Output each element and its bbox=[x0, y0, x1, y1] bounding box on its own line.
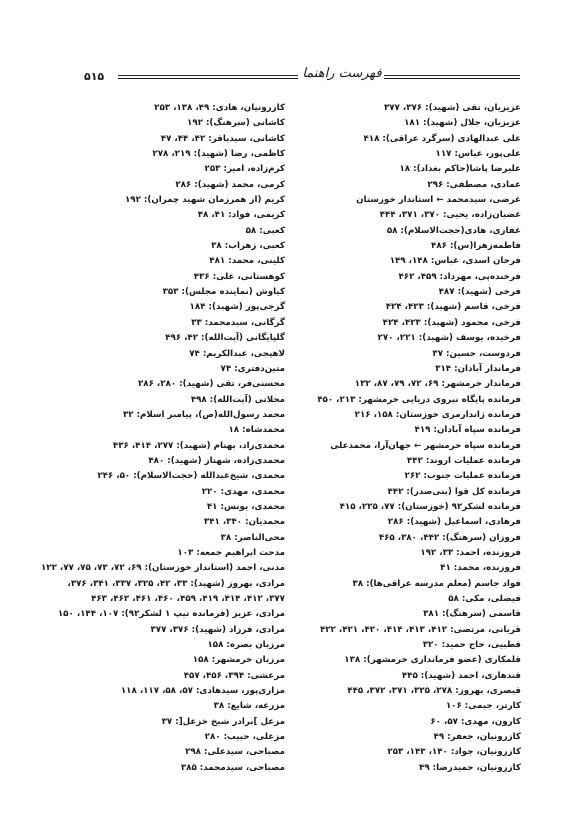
index-entry: محمدی، یونس: ۴۱ bbox=[206, 501, 285, 512]
index-entry: مرعشی: ۳۹۴، ۴۵۶، ۴۵۷ bbox=[183, 670, 285, 681]
index-entry: فاطمه‌زهرا(س): ۴۸۶ bbox=[431, 241, 521, 252]
index-entry: قطبیی، حاج حمید: ۳۲۰ bbox=[422, 640, 521, 651]
index-entry: فرمانده سپاه خرمشهر ← جهان‌آرا، محمدعلی bbox=[330, 440, 521, 451]
index-entry: فرمانده کل قوا (بنی‌صدر): ۴۴۲ bbox=[387, 486, 521, 497]
index-entry: محمدی، مهدی: ۲۲۰ bbox=[201, 486, 285, 497]
index-entry: محسنی‌فر، تقی (شهید): ۲۸۰، ۲۸۶ bbox=[137, 379, 285, 390]
index-entry: عزیزیان، جلال (شهید): ۱۸۱ bbox=[404, 118, 521, 129]
index-entry: فواد جاسم (معلم مدرسه عراقی‌ها): ۳۸ bbox=[352, 578, 521, 589]
index-entry: مزاری‌پور، سیدهادی: ۵۷، ۵۸، ۱۱۷، ۱۱۸ bbox=[120, 686, 285, 697]
index-entry: کازرونیان، جعفر: ۴۹ bbox=[433, 732, 521, 743]
index-entry: محمدشاه: ۱۸ bbox=[228, 425, 285, 436]
index-entry: کیاوش (نماینده مجلس): ۳۵۳ bbox=[162, 287, 285, 298]
index-entry: کاظمی، رضا (شهید): ۲۱۹، ۲۷۸ bbox=[152, 149, 285, 160]
index-entry: فرهادی، اسماعیل (شهید): ۲۸۶ bbox=[387, 517, 521, 528]
page-header bbox=[84, 64, 520, 90]
index-entry: کاشانی، سیدباقر: ۴۲، ۴۴، ۴۷ bbox=[160, 133, 285, 144]
index-entry: کعبی: ۵۸ bbox=[245, 225, 285, 236]
index-entry: فرحان اسدی، عباس: ۱۴۸، ۱۴۹ bbox=[389, 256, 521, 267]
index-entry: محمدیان: ۳۴۰، ۳۴۱ bbox=[203, 517, 285, 528]
index-entry: فیصلی، مکی: ۵۸ bbox=[448, 594, 521, 604]
index-entry: کازرونیان، جواد: ۱۴۰، ۱۴۳، ۲۵۳ bbox=[387, 747, 521, 758]
index-entry: کریمی، فواد: ۴۱، ۴۸ bbox=[197, 210, 285, 221]
index-entry: فرمانده سپاه آبادان: ۴۱۹ bbox=[414, 425, 521, 436]
running-title: فهرست راهنما bbox=[302, 66, 382, 81]
index-entry: مدحت ابراهیم جمعه: ۱۰۳ bbox=[177, 547, 285, 558]
page-number: ۵۱۵ bbox=[84, 70, 105, 83]
index-entry: کرم‌زاده، امیر: ۲۵۳ bbox=[204, 164, 285, 175]
index-entry: محمدی‌زاده، شهناز (شهید): ۴۸۰ bbox=[148, 455, 285, 466]
index-entry: فرمانده ژاندارمری خوزستان: ۱۵۸، ۲۱۶ bbox=[354, 409, 521, 420]
index-entry: غفاری، هادی(حجت‌الاسلام): ۵۸ bbox=[386, 225, 521, 236]
index-entry: محی‌الناصر: ۳۸ bbox=[220, 532, 285, 543]
index-entry: محمدی‌زاد، بهنام (شهید): ۲۷۷، ۴۱۴، ۴۳۶ bbox=[112, 440, 285, 451]
index-entry: گلپایگانی (آیت‌الله): ۴۲، ۴۹۶ bbox=[165, 333, 285, 344]
index-entry: محمد رسول‌الله(ص)، پیامبر اسلام: ۳۲ bbox=[122, 409, 285, 420]
index-entry: قاسمی (سرهنگ): ۳۸۱ bbox=[423, 609, 521, 620]
index-entry: فروزان (سرهنگ): ۴۴۲، ۳۸۰، ۴۶۵ bbox=[378, 532, 521, 543]
index-entry: فردوست، حسین: ۳۷ bbox=[432, 348, 521, 359]
index-column-left bbox=[40, 101, 285, 776]
index-entry: مدنی، احمد (استاندار خوزستان): ۶۹، ۷۲، ۷۳، ۷۵، ۷۷، ۱۲۲ bbox=[40, 563, 285, 574]
index-entry: علیرضا پاشا(حاکم بغداد): ۱۸ bbox=[399, 164, 521, 175]
index-entry: کرمی، محمد (شهید): ۲۸۶ bbox=[175, 179, 285, 190]
index-entry: مصباحی، سیدمحمد: ۳۸۵ bbox=[180, 762, 285, 773]
index-entry: غضبان‌زاده، یحیی: ۳۷۰، ۳۷۱، ۴۴۴ bbox=[379, 210, 521, 221]
index-entry: فروزنده، احمد: ۳۳، ۱۹۲ bbox=[420, 547, 521, 558]
index-column-right bbox=[283, 101, 521, 776]
index-entry: کازرونیان، هادی: ۴۹، ۱۳۸، ۲۵۳ bbox=[154, 103, 285, 113]
index-entry: فرخی، محمود (شهید): ۴۲۳، ۴۲۴ bbox=[382, 317, 521, 328]
index-entry: فرخی (شهید): ۴۸۷ bbox=[438, 287, 521, 298]
index-entry: مرادی، عزیز (فرمانده تیپ ۱ لشکر۹۲): ۱۰۷، ۱۴۴، ۱۵۰ bbox=[57, 609, 285, 620]
index-entry: مزرعه، شایع: ۳۸ bbox=[213, 701, 285, 712]
index-entry: گرجی‌پور (شهید): ۱۸۴ bbox=[189, 302, 285, 313]
index-entry: مرادی، بهروز (شهید): ۳۳، ۴۲، ۳۲۵، ۳۳۷، ۳۴۱، ۳۷۶، bbox=[67, 578, 285, 589]
index-entry: کعبی، زهراب: ۳۸ bbox=[211, 241, 285, 252]
index-entry: قربانی، مرتضی: ۴۱۲، ۴۱۳، ۴۱۴، ۴۲۰، ۴۲۱، ۴۲۲ bbox=[319, 624, 521, 635]
index-entry: فرمانده عملیات اروند: ۴۴۲ bbox=[406, 455, 521, 466]
index-entry: مرزبان خرمشهر: ۱۵۸ bbox=[192, 655, 285, 666]
index-entry: کریم (از همرزمان شهید چمران): ۱۹۲ bbox=[124, 195, 285, 206]
index-entry: لاهیجی، عبدالکریم: ۷۴ bbox=[189, 348, 285, 359]
header-rule-right bbox=[384, 75, 520, 79]
index-entry: مصباحی، سیدعلی: ۲۹۸ bbox=[185, 747, 285, 758]
index-entry: کازرونیان، حمیدرضا: ۴۹ bbox=[419, 762, 521, 773]
index-entry: فرمانده پایگاه نیروی دریایی خرمشهر: ۲۱۳، ۴۵۰ bbox=[317, 394, 521, 405]
index-entry: کوهستانی، علی: ۴۳۶ bbox=[193, 271, 285, 282]
index-entry: ۳۷۷، ۴۱۲، ۴۱۴، ۴۱۹، ۴۵۹، ۴۶۰، ۴۶۱، ۴۶۲، ۴۶۳ bbox=[91, 594, 285, 604]
index-entry: عزیزیان، تقی (شهید): ۳۷۶، ۳۷۷ bbox=[383, 103, 521, 113]
index-entry: مرزبان بصره: ۱۵۸ bbox=[207, 640, 285, 651]
index-entry: گرگانی، سیدمحمد: ۳۳ bbox=[191, 317, 285, 328]
index-entry: فرمانده لشکر۹۲ (خوزستان): ۷۷، ۲۲۵، ۴۱۵ bbox=[339, 501, 521, 512]
index-entry: فرماندار خرمشهر: ۶۹، ۷۲، ۷۹، ۸۷، ۱۳۲ bbox=[354, 379, 521, 390]
index-entry: کارون، مهدی: ۵۷، ۶۰ bbox=[430, 716, 521, 727]
index-entry: کارتر، جیمی: ۱۰۶ bbox=[445, 701, 521, 712]
index-entry: فروزنده، محمد: ۴۱ bbox=[440, 563, 521, 574]
index-entry: قیصری، بهروز: ۲۷۸، ۳۲۵، ۳۷۱، ۳۷۲، ۴۴۵ bbox=[347, 686, 521, 697]
index-entry: قلمکاری (عضو فرمانداری خرمشهر): ۱۳۸ bbox=[344, 655, 521, 666]
index-entry: قندهاری، احمد (شهید): ۴۴۵ bbox=[401, 670, 521, 681]
header-rule-left bbox=[118, 75, 298, 79]
index-entry: فرخنده‌پی، مهرداد: ۴۵۹، ۴۶۲ bbox=[398, 271, 521, 282]
index-entry: علی عبدالهادی (سرگرد عراقی): ۴۱۸ bbox=[363, 133, 521, 144]
index-entry: محلاتی (آیت‌الله): ۴۹۸ bbox=[190, 394, 285, 405]
index-entry: کاشانی (سرهنگ): ۱۹۲ bbox=[187, 118, 285, 129]
index-entry: مزعلی، حبیب: ۲۸۰ bbox=[204, 732, 285, 743]
index-entry: فرخیده، یوسف (شهید): ۲۲۱، ۲۷۰ bbox=[377, 333, 521, 344]
index-entry: فرمانده عملیات جنوب: ۲۶۲ bbox=[404, 471, 521, 482]
index-entry: محمدی، شیخ‌عبدالله (حجت‌الاسلام): ۵۰، ۲۴۶ bbox=[97, 471, 285, 482]
index-entry: کلینی، محمد: ۴۸۱ bbox=[209, 256, 285, 267]
index-entry: مزعل ]برادر شیخ خزعل[: ۳۷ bbox=[161, 716, 285, 727]
index-entry: عمادی، مصطفی: ۲۹۶ bbox=[427, 179, 521, 190]
index-entry: مرادی، فرزاد (شهید): ۳۷۶، ۳۷۷ bbox=[150, 624, 285, 635]
index-entry: فرخی، قاسم (شهید): ۴۲۳، ۴۲۴ bbox=[385, 302, 521, 313]
index-entry: متین‌دفتری: ۷۴ bbox=[220, 363, 285, 374]
index-entry: غرضی، سیدمحمد ← استاندار خوزستان bbox=[356, 195, 521, 206]
index-entry: علی‌پور، عباس: ۱۱۷ bbox=[435, 149, 521, 160]
index-entry: فرماندار آبادان: ۳۱۴ bbox=[435, 363, 521, 374]
